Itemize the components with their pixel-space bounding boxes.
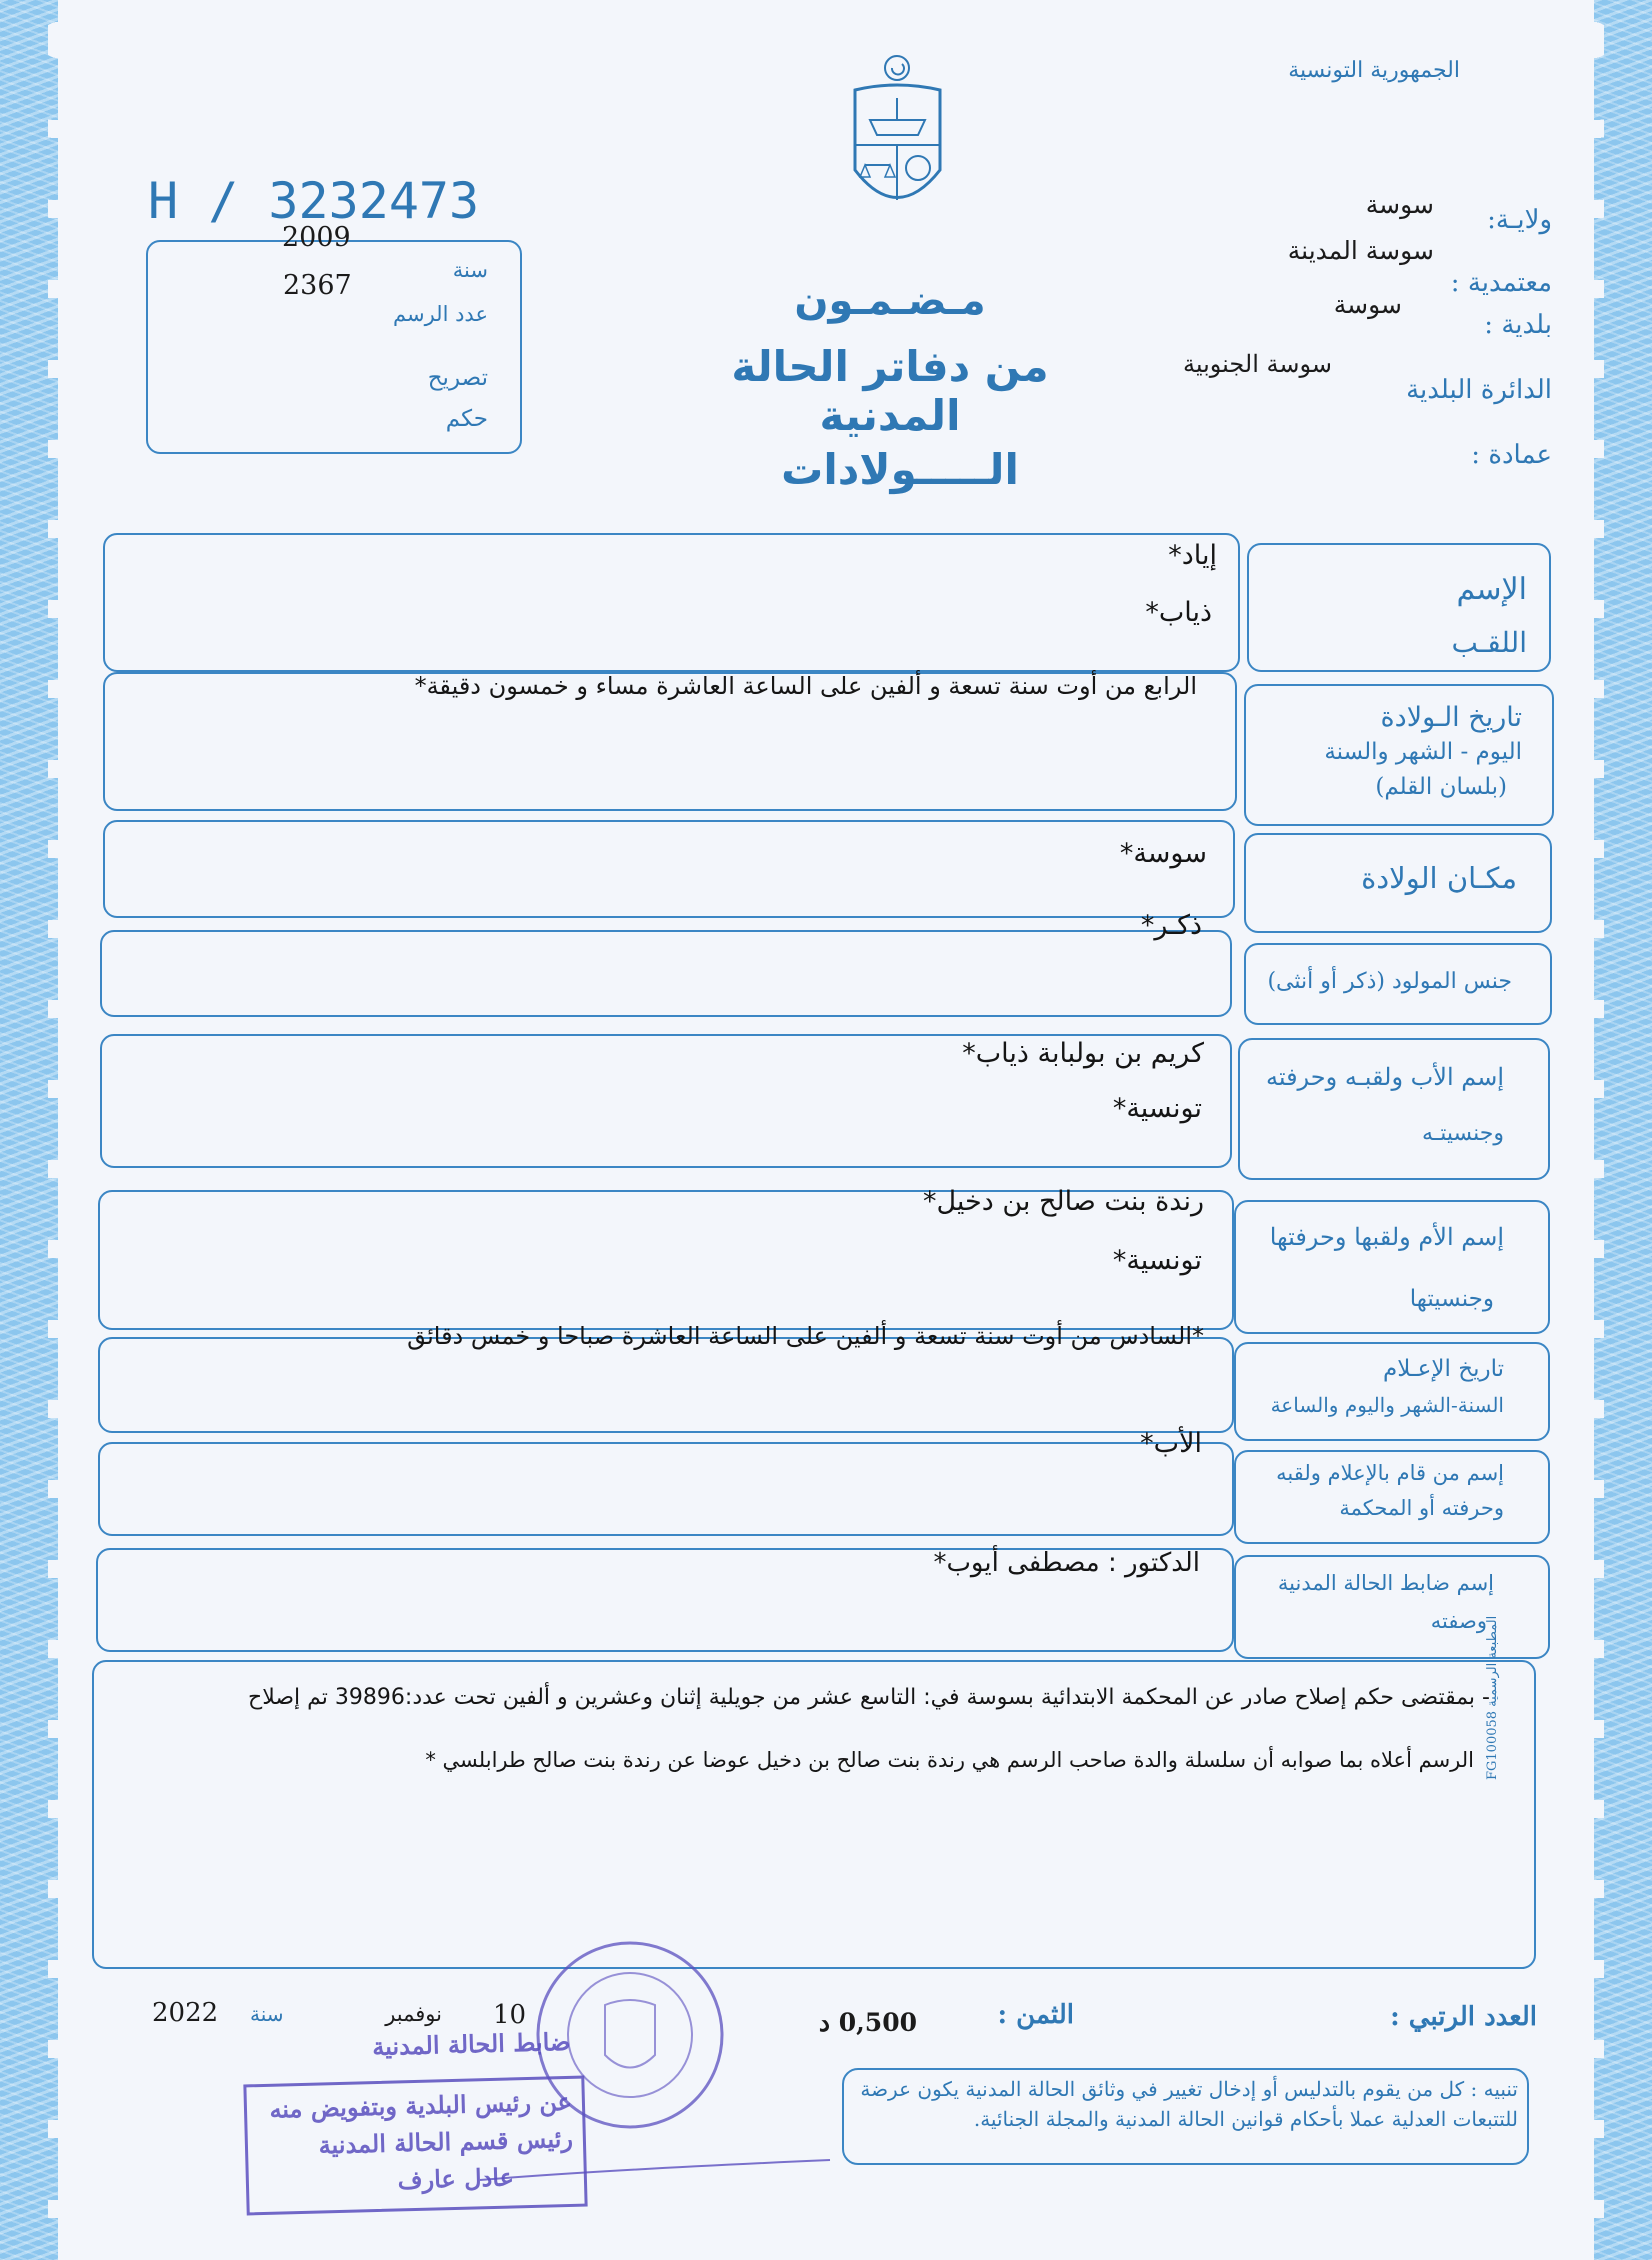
surname-value: ذياب* xyxy=(1145,597,1212,628)
father-value-2: تونسية* xyxy=(1112,1093,1202,1124)
wilaya-label: ولايـة: xyxy=(1487,205,1552,235)
municipality-label: بلدية : xyxy=(1484,310,1552,340)
date-month: نوفمبر xyxy=(385,2002,442,2026)
declarant-label-1: إسم من قام بالإعلام ولقبه xyxy=(1276,1461,1504,1485)
birthdate-label-3: (بلسان القلم) xyxy=(1375,774,1507,800)
birthdate-label-1: تاريخ الـولادة xyxy=(1380,702,1522,733)
birthplace-value: سوسة* xyxy=(1119,838,1207,869)
remarks-line-1: - بمقتضى حكم إصلاح صادر عن المحكمة الابتدائية بسوسة في: التاسع عشر من جويلية إثنان وعشرين و ألفين تحت عدد:39896 تم إصلاح xyxy=(248,1685,1490,1710)
name-label: الإسم xyxy=(1456,572,1527,607)
mother-value-2: تونسية* xyxy=(1112,1245,1202,1276)
date-year: 2022 xyxy=(152,1998,219,2028)
decorative-border-left xyxy=(0,0,58,2260)
name-value-box xyxy=(103,533,1240,672)
act-number-label: عدد الرسم xyxy=(393,302,488,326)
tunisia-emblem xyxy=(840,50,955,230)
birthdate-label-2: اليوم - الشهر والسنة xyxy=(1324,739,1522,765)
decorative-border-right xyxy=(1594,0,1652,2260)
mother-label-1: إسم الأم ولقبها وحرفتها xyxy=(1269,1223,1504,1251)
surname-label: اللقـب xyxy=(1451,626,1527,659)
declarant-label-2: وحرفته أو المحكمة xyxy=(1339,1496,1504,1520)
officer-value: الدكتور : مصطفى أيوب* xyxy=(933,1548,1200,1578)
declarant-value-box xyxy=(98,1442,1234,1536)
sex-value: ذكـر* xyxy=(1140,910,1202,941)
printer-mark-text: المطبعة الرسمية FG100058 xyxy=(1485,1615,1500,1780)
declaration-date-value-box xyxy=(98,1337,1234,1433)
stamp-line-1: ضابط الحالة المدنية xyxy=(371,2026,571,2062)
sex-label: جنس المولود (ذكر أو أنثى) xyxy=(1267,969,1512,994)
father-label-1: إسم الأب ولقبـه وحرفته xyxy=(1265,1063,1504,1091)
price-label: الثمن : xyxy=(997,2000,1074,2030)
act-number-value: 2367 xyxy=(283,270,352,301)
title-summary: مـضـمـون xyxy=(794,278,986,324)
title-registry: من دفاتر الحالة المدنية xyxy=(731,342,1049,440)
stamp-line-3: رئيس قسم الحالة المدنية xyxy=(318,2123,574,2160)
municipality-value: سوسة xyxy=(1333,290,1402,319)
declaration-date-value: *السادس من أوت سنة تسعة و ألفين على الساعة العاشرة صباحا و خمس دقائق xyxy=(407,1322,1204,1350)
warning-text: تنبيه : كل من يقوم بالتدليس أو إدخال تغيير في وثائق الحالة المدنية يكون عرضة للتتبعات العدلية عملا بأحكام قوانين الحالة المدنية والمجلة الجنائية. xyxy=(860,2077,1518,2131)
serial-label: العدد الرتبي : xyxy=(1390,2002,1537,2032)
stamp-line-4: عادل عارف xyxy=(397,2162,515,2195)
district-value: سوسة الجنوبية xyxy=(1182,350,1332,378)
wilaya-value: سوسة xyxy=(1365,190,1434,219)
signature-line xyxy=(480,2150,840,2190)
sex-value-box xyxy=(100,930,1232,1017)
price-value: 0,500 د xyxy=(818,2008,917,2037)
birthdate-value: الرابع من أوت سنة تسعة و ألفين على الساعة العاشرة مساء و خمسون دقيقة* xyxy=(414,672,1197,700)
reference-number: H / 3232473 xyxy=(148,172,480,230)
officer-label-1: إسم ضابط الحالة المدنية xyxy=(1277,1571,1494,1595)
year-value: 2009 xyxy=(282,222,351,253)
mother-value-1: رندة بنت صالح بن دخيل* xyxy=(922,1186,1204,1217)
stamp-line-2: عن رئيس البلدية وبتفويض منه xyxy=(269,2086,573,2124)
officer-label-2: وصفته xyxy=(1430,1609,1487,1633)
date-day: 10 xyxy=(493,2000,527,2030)
mother-label-2: وجنسيتها xyxy=(1409,1286,1494,1312)
declaration-date-label-1: تاريخ الإعـلام xyxy=(1382,1356,1504,1382)
year-label: سنة xyxy=(452,258,488,282)
judgment-label: حكم xyxy=(445,406,488,432)
imada-label: عمادة : xyxy=(1471,440,1552,470)
republic-header: الجمهورية التونسية xyxy=(1288,58,1460,83)
father-label-box xyxy=(1238,1038,1550,1180)
father-value-1: كريم بن بولبابة ذياب* xyxy=(962,1038,1204,1069)
delegation-label: معتمدية : xyxy=(1450,268,1552,298)
remarks-line-2: الرسم أعلاه بما صوابه أن سلسلة والدة صاحب الرسم هي رندة بنت صالح بن دخيل عوضا عن رندة بنت صالح طرابلسي * xyxy=(425,1748,1474,1772)
declaration-date-label-2: السنة-الشهر واليوم والساعة xyxy=(1270,1393,1504,1417)
birthplace-value-box xyxy=(103,820,1235,918)
declarant-value: الأب* xyxy=(1140,1428,1202,1459)
birthplace-label: مكـان الولادة xyxy=(1361,861,1517,895)
date-year-label: سنة xyxy=(250,2002,284,2026)
district-label: الدائرة البلدية xyxy=(1406,375,1552,405)
mother-label-box xyxy=(1234,1200,1550,1334)
name-value: إياد* xyxy=(1168,540,1217,571)
declaration-label: تصريح xyxy=(427,365,488,391)
officer-stamp xyxy=(243,2026,587,2216)
title-births: الـــــولادات xyxy=(781,445,1019,494)
delegation-value: سوسة المدينة xyxy=(1287,236,1434,265)
father-label-2: وجنسيتـه xyxy=(1421,1121,1504,1146)
